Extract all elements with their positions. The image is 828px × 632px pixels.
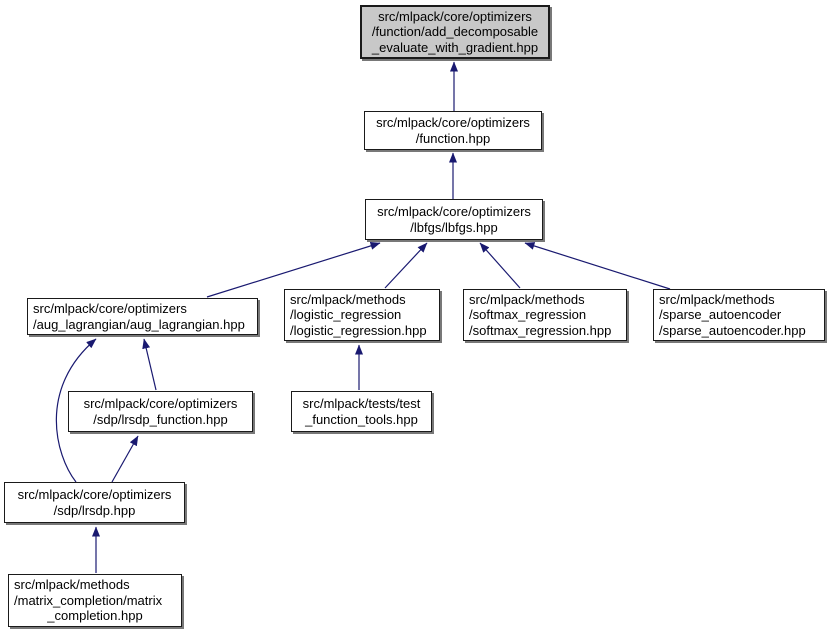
node-softmax-regression[interactable]: src/mlpack/methods /softmax_regression /softmax_regression.hpp bbox=[463, 289, 627, 341]
node-function[interactable]: src/mlpack/core/optimizers /function.hpp bbox=[364, 111, 542, 150]
node-test-function-tools[interactable]: src/mlpack/tests/test _function_tools.hpp bbox=[291, 391, 432, 432]
node-add-decomposable-evaluate-with-gradient[interactable]: src/mlpack/core/optimizers /function/add_decomposable _evaluate_with_gradient.hpp bbox=[360, 5, 550, 59]
node-lbfgs[interactable]: src/mlpack/core/optimizers /lbfgs/lbfgs.hpp bbox=[365, 199, 543, 240]
edge-sparse-autoencoder-to-lbfgs bbox=[525, 243, 670, 289]
node-lrsdp[interactable]: src/mlpack/core/optimizers /sdp/lrsdp.hpp bbox=[4, 482, 185, 523]
node-logistic-regression[interactable]: src/mlpack/methods /logistic_regression /logistic_regression.hpp bbox=[284, 289, 440, 341]
node-lrsdp-function[interactable]: src/mlpack/core/optimizers /sdp/lrsdp_function.hpp bbox=[68, 391, 253, 432]
edge-logistic-regression-to-lbfgs bbox=[385, 243, 427, 288]
node-matrix-completion[interactable]: src/mlpack/methods /matrix_completion/matrix _completion.hpp bbox=[8, 574, 182, 627]
node-aug-lagrangian[interactable]: src/mlpack/core/optimizers /aug_lagrangian/aug_lagrangian.hpp bbox=[27, 298, 258, 335]
node-sparse-autoencoder[interactable]: src/mlpack/methods /sparse_autoencoder /sparse_autoencoder.hpp bbox=[653, 289, 825, 341]
edge-lrsdp-to-lrsdp-function bbox=[112, 436, 138, 482]
edge-lrsdp-function-to-aug-lagrangian bbox=[144, 339, 156, 390]
edge-softmax-regression-to-lbfgs bbox=[480, 243, 520, 288]
